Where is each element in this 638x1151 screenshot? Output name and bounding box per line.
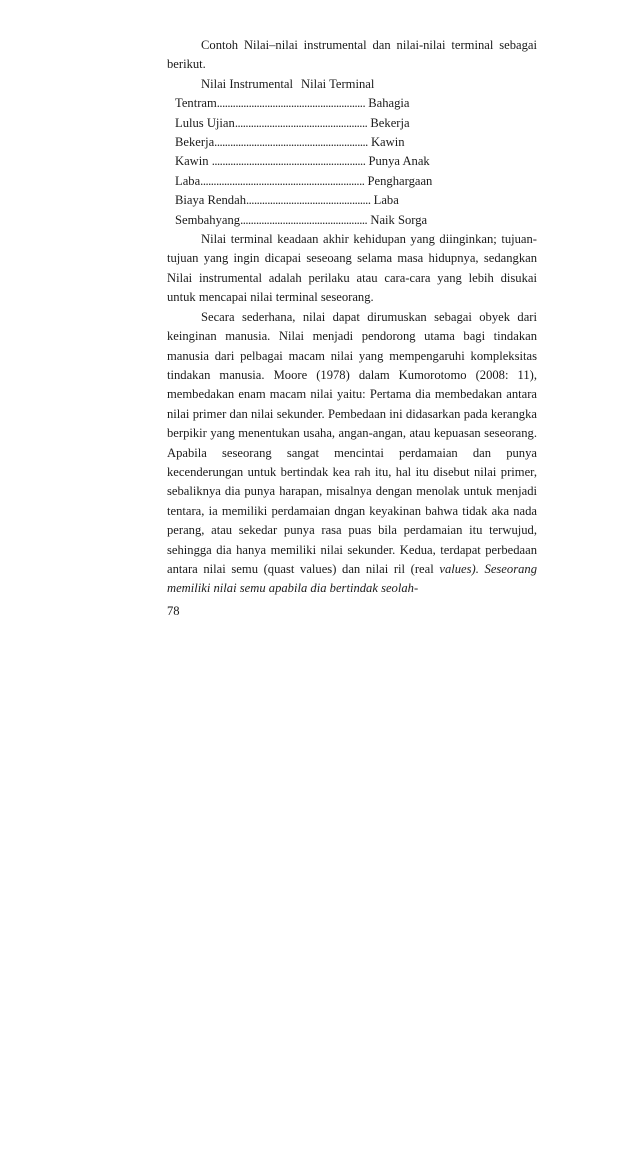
terminal-value: Kawin — [370, 135, 405, 150]
paragraph-terminal-definition: Nilai terminal keadaan akhir kehidupan yang diinginkan; tujuan-tujuan yang ingin dicapai seseoang selama masa hidupnya, sedangkan Nilai instrumental adalah perilaku atau cara-cara yang lebih disukai untuk mencapai nilai terminal seseorang. — [167, 232, 537, 305]
dot-leader: .............................................................. — [200, 173, 365, 188]
paragraph-value-types-text: Secara sederhana, nilai dapat dirumuskan sebagai obyek dari keinginan manusia. Nilai menjadi pendorong utama bagi tindakan manusia dari pelbagai macam nilai yang mempengaruhi kompleksitas tindakan manusia. Moore (1978) dalam Kumorotomo (2008: 11), membedakan enam macam nilai yaitu: Pertama dia membedakan antara nilai primer dan nilai sekunder. Pembedaan ini didasarkan pada kerangka berpikir yang menentukan usaha, angan-angan, atau kepuasan seseorang. Apabila seseorang sangat mencintai perdamaian dan punya kecenderungan untuk bertindak kea rah itu, hal itu disebut nilai primer, sebaliknya dia punya harapan, misalnya dengan menolak untuk menjadi tentara, ia memiliki perdamaian dngan keyakinan bahwa tidak aka nada perang, atau sekedar punya rasa puas bila perdamaian itu terwujud, sehingga dia hanya memiliki nilai sekunder. Kedua, terdapat perbedaan antara nilai semu (quast values) dan nilai ril (real — [167, 309, 537, 576]
intro-line-2: sebagai berikut. — [167, 38, 537, 72]
dot-leader: ............................................... — [246, 193, 371, 208]
instrumental-value: Lulus Ujian — [175, 115, 235, 130]
header-terminal: Nilai Terminal — [300, 76, 375, 91]
dot-leader: .......................................................... — [211, 154, 366, 169]
instrumental-value: Bekerja — [175, 135, 215, 150]
values-table-header — [167, 75, 537, 94]
instrumental-value: Sembahyang — [175, 212, 241, 227]
header-instrumental: Nilai Instrumental — [201, 76, 293, 91]
dot-leader: .......................................................... — [214, 135, 368, 150]
list-item — [167, 172, 537, 191]
paragraph-value-types-italic: values). Seseorang memiliki nilai semu apabila dia bertindak seolah- — [167, 561, 537, 596]
dot-leader: .................................................. — [234, 115, 368, 130]
instrumental-value: Kawin — [175, 154, 209, 169]
list-item — [167, 211, 537, 230]
instrumental-value: Biaya Rendah — [175, 193, 246, 208]
values-list — [167, 94, 537, 230]
list-item — [167, 133, 537, 152]
list-item — [167, 191, 537, 210]
intro-line-1: Contoh Nilai–nilai instrumental dan nilai-nilai terminal — [201, 38, 494, 52]
list-item — [167, 152, 537, 171]
instrumental-value: Tentram — [175, 96, 217, 111]
terminal-value: Punya Anak — [368, 154, 430, 169]
list-item — [167, 94, 537, 113]
dot-leader: ................................................ — [240, 212, 368, 227]
terminal-value: Bekerja — [370, 115, 410, 130]
document-page — [167, 36, 537, 599]
list-item — [167, 114, 537, 133]
terminal-value: Laba — [373, 193, 399, 208]
terminal-value: Bahagia — [368, 96, 410, 111]
intro-paragraph — [167, 36, 537, 75]
page-number: 78 — [167, 604, 180, 618]
instrumental-value: Laba — [175, 173, 201, 188]
terminal-value: Naik Sorga — [370, 212, 428, 227]
terminal-value: Penghargaan — [367, 173, 433, 188]
paragraph-value-types — [167, 308, 537, 599]
dot-leader: ........................................................ — [216, 96, 366, 111]
